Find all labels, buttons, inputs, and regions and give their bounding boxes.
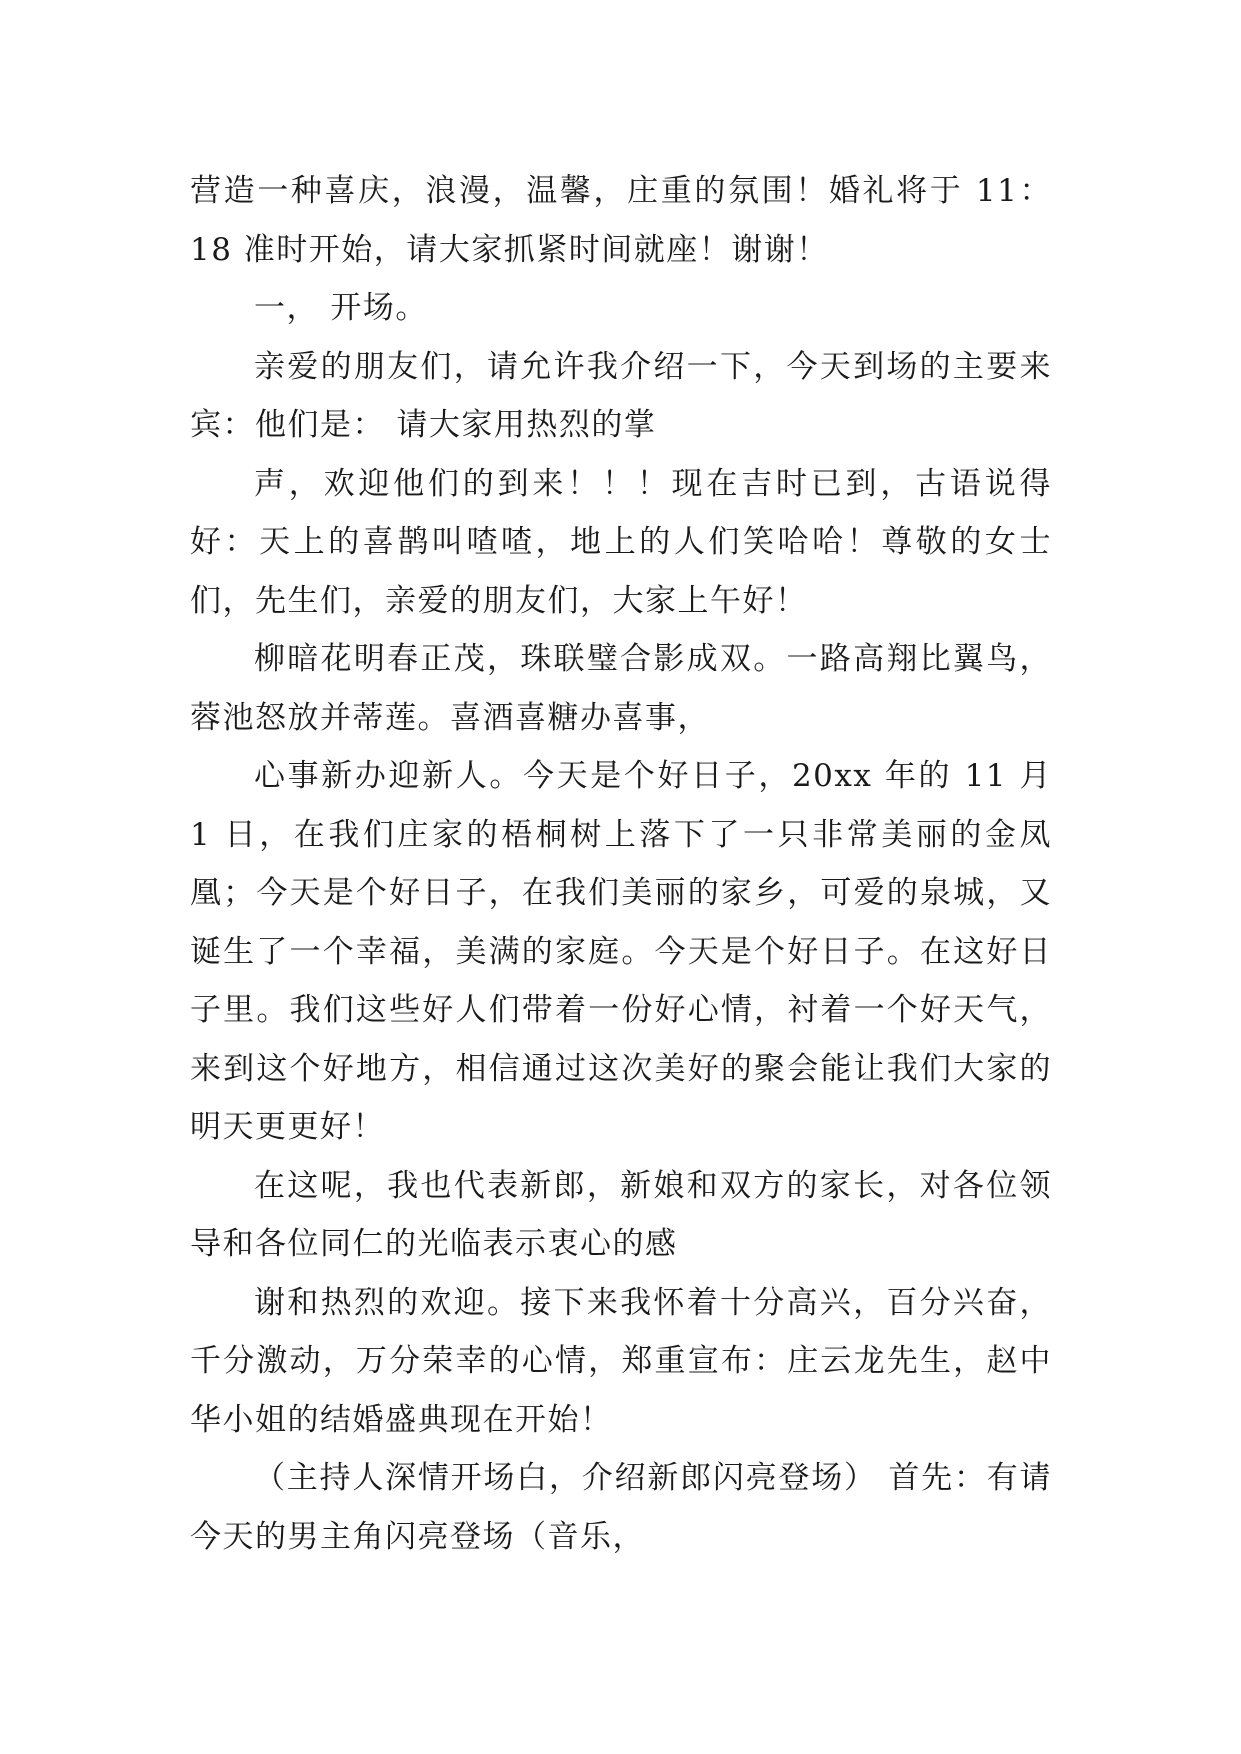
document-body [190,162,1052,1566]
paragraph-couplet: 柳暗花明春正茂，珠联璧合影成双。一路高翔比翼鸟，蓉池怒放并蒂莲。喜酒喜糖办喜事， [190,641,1052,736]
paragraph-welcome: 声，欢迎他们的到来！！！现在吉时已到，古语说得好：天上的喜鹊叫喳喳，地上的人们笑哈哈！尊敬的女士们，先生们，亲爱的朋友们，大家上午好！ [190,465,1052,619]
paragraph-announcement: 谢和热烈的欢迎。接下来我怀着十分高兴，百分兴奋，千分激动，万分荣幸的心情，郑重宣布：庄云龙先生，赵中华小姐的结婚盛典现在开始！ [190,1284,1052,1438]
paragraph-good-day: 心事新办迎新人。今天是个好日子，20xx 年的 11 月 1 日，在我们庄家的梧桐树上落下了一只非常美丽的金凤凰；今天是个好日子，在我们美丽的家乡，可爱的泉城，又诞生了一个幸福，美满的家庭。今天是个好日子。在这好日子里。我们这些好人们带着一份好心情，衬着一个好天气，来到这个好地方，相信通过这次美好的聚会能让我们大家的明天更更好！ [190,758,1052,1145]
section-heading-opening: 一， 开场。 [254,290,428,326]
paragraph-groom-entrance: （主持人深情开场白，介绍新郎闪亮登场） 首先：有请今天的男主角闪亮登场（音乐， [190,1460,1052,1555]
paragraph-guests: 亲爱的朋友们，请允许我介绍一下，今天到场的主要来宾：他们是： 请大家用热烈的掌 [190,348,1052,443]
paragraph-thanks: 在这呢，我也代表新郎，新娘和双方的家长，对各位领导和各位同仁的光临表示衷心的感 [190,1167,1052,1262]
paragraph-intro: 营造一种喜庆，浪漫，温馨，庄重的氛围！婚礼将于 11：18 准时开始，请大家抓紧时间就座！谢谢！ [190,173,1052,268]
